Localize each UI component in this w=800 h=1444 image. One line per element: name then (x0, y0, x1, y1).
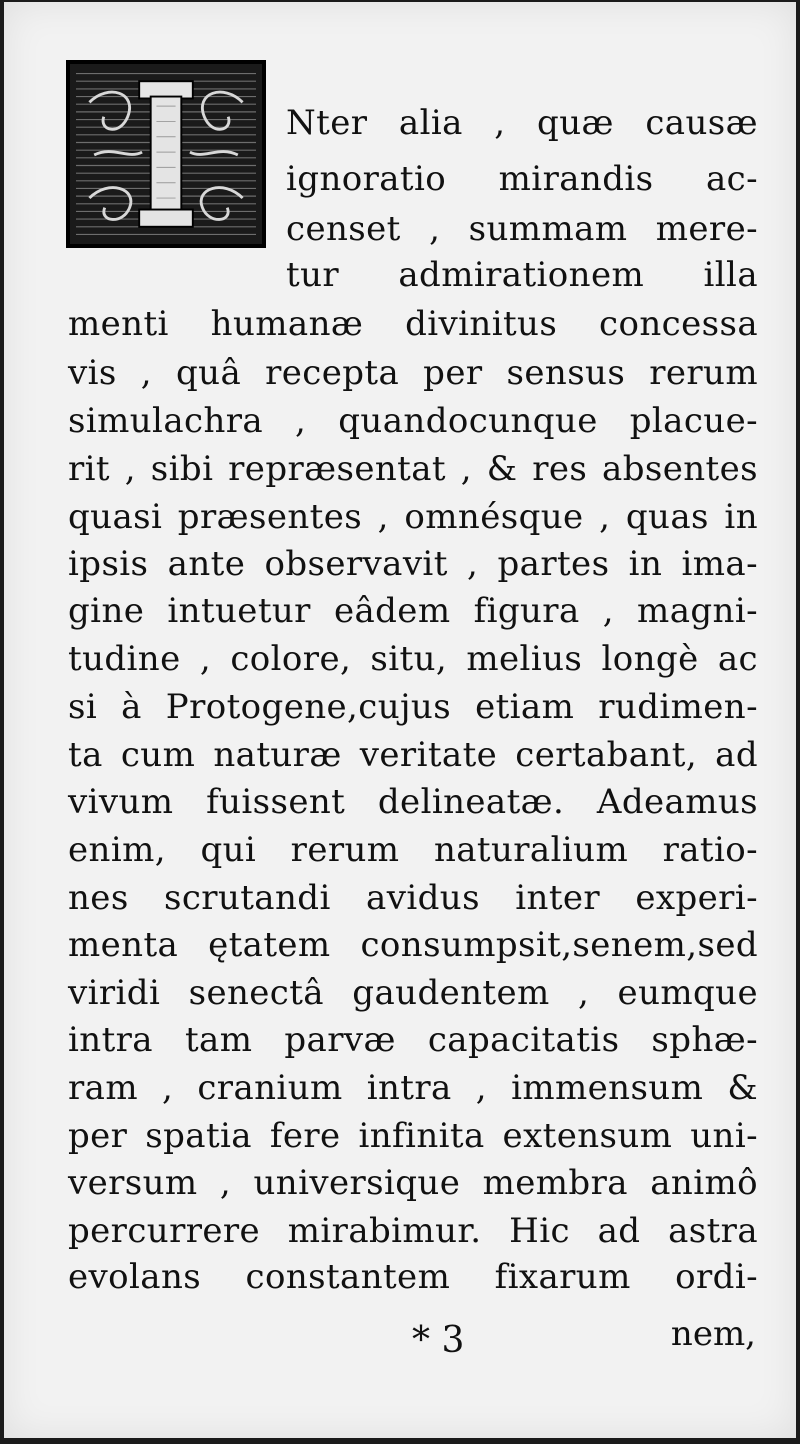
text-line: vis , quâ recepta per sensus rerum (68, 353, 758, 393)
text-line: censet , summam mere- (286, 209, 758, 249)
text-line: menti humanæ divinitus concessa (68, 304, 758, 344)
drop-cap-initial (66, 60, 266, 248)
text-line: tudine , colore, situ, melius longè ac (68, 639, 758, 679)
text-line: menta ętatem consumpsit,senem,sed (68, 925, 758, 965)
text-line: evolans constantem fixarum ordi- (68, 1257, 758, 1297)
book-page (4, 2, 796, 1438)
text-line: Nter alia , quæ causæ (286, 103, 758, 143)
text-line: vivum fuissent delineatæ. Adeamus (68, 782, 758, 822)
text-line: percurrere mirabimur. Hic ad astra (68, 1211, 758, 1251)
text-line: ta cum naturæ veritate certabant, ad (68, 735, 758, 775)
text-line: ipsis ante observavit , partes in ima- (68, 544, 758, 584)
signature-mark: * 3 (412, 1320, 465, 1361)
text-line: versum , universique membra animô (68, 1163, 758, 1203)
text-line: viridi senectâ gaudentem , eumque (68, 973, 758, 1013)
text-line: rit , sibi repræsentat , & res absentes (68, 449, 758, 489)
text-line: simulachra , quandocunque placue- (68, 401, 758, 441)
text-line: enim, qui rerum naturalium ratio- (68, 830, 758, 870)
ornamental-initial-icon (70, 64, 262, 244)
text-line: ram , cranium intra , immensum & (68, 1068, 758, 1108)
text-line: ignoratio mirandis ac- (286, 159, 758, 199)
text-line: si à Protogene,cujus etiam rudimen- (68, 687, 758, 727)
text-line: nes scrutandi avidus inter experi- (68, 878, 758, 918)
text-line: tur admirationem illa (286, 255, 758, 295)
text-line: per spatia fere infinita extensum uni- (68, 1116, 758, 1156)
catchword: nem, (670, 1314, 756, 1354)
text-line: gine intuetur eâdem figura , magni- (68, 591, 758, 631)
text-line: intra tam parvæ capacitatis sphæ- (68, 1020, 758, 1060)
text-line: quasi præsentes , omnésque , quas in (68, 497, 758, 537)
